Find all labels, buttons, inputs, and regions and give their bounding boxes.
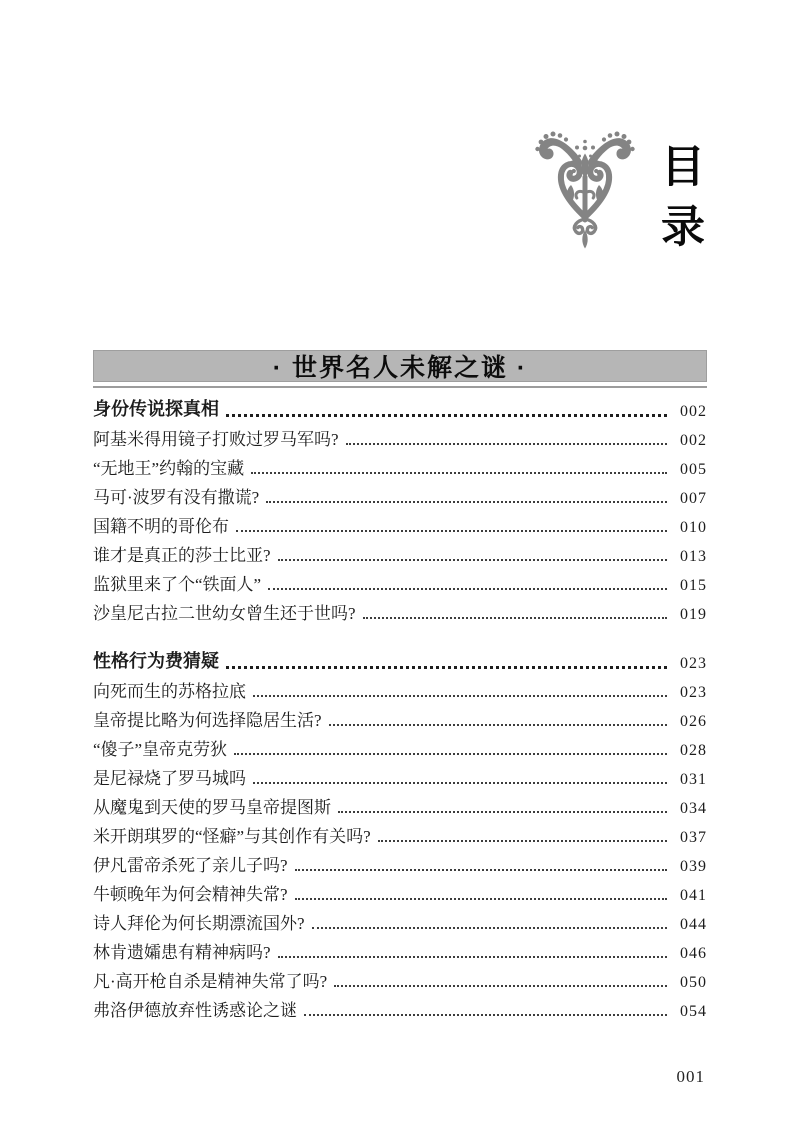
toc-entry bbox=[93, 792, 707, 821]
toc-entry bbox=[93, 569, 707, 598]
dot-leader bbox=[278, 559, 667, 561]
toc-entry bbox=[93, 763, 707, 792]
dot-leader bbox=[304, 1014, 667, 1016]
toc-entry-title: 林肯遗孀患有精神病吗? bbox=[93, 943, 271, 962]
dot-leader bbox=[312, 927, 667, 929]
toc-entry-title: 米开朗琪罗的“怪癖”与其创作有关吗? bbox=[93, 827, 371, 846]
toc-section-heading bbox=[93, 395, 707, 424]
toc-page-number: 010 bbox=[680, 519, 707, 536]
toc-entry bbox=[93, 598, 707, 627]
toc-entry-title: “傻子”皇帝克劳狄 bbox=[93, 740, 228, 759]
toc-list bbox=[93, 395, 707, 1024]
dot-leader bbox=[253, 695, 667, 697]
toc-entry bbox=[93, 453, 707, 482]
toc-heading-vertical: 目录 bbox=[654, 143, 703, 263]
dot-leader bbox=[236, 530, 667, 532]
toc-entry-title: 伊凡雷帝杀死了亲儿子吗? bbox=[93, 856, 288, 875]
toc-entry bbox=[93, 705, 707, 734]
dot-leader bbox=[251, 472, 667, 474]
toc-entry-title: 国籍不明的哥伦布 bbox=[93, 517, 229, 536]
toc-page-number: 054 bbox=[680, 1003, 707, 1020]
toc-entry-title: 皇帝提比略为何选择隐居生活? bbox=[93, 711, 322, 730]
dot-leader bbox=[253, 782, 667, 784]
chapter-band bbox=[93, 350, 707, 382]
toc-entry-title: 阿基米得用镜子打败过罗马军吗? bbox=[93, 430, 339, 449]
toc-page-number: 041 bbox=[680, 887, 707, 904]
toc-page-number: 034 bbox=[680, 800, 707, 817]
toc-page-number: 002 bbox=[680, 432, 707, 449]
toc-section-title: 性格行为费猜疑 bbox=[93, 651, 219, 671]
toc-entry bbox=[93, 908, 707, 937]
damask-flourish-icon bbox=[527, 130, 643, 250]
toc-entry-title: 诗人拜伦为何长期漂流国外? bbox=[93, 914, 305, 933]
folio-page-number: 001 bbox=[676, 1067, 705, 1086]
dot-leader bbox=[295, 898, 667, 900]
toc-section-heading bbox=[93, 647, 707, 676]
toc-entry-title: 马可·波罗有没有撒谎? bbox=[93, 488, 260, 507]
dot-leader bbox=[234, 753, 667, 755]
toc-entry-title: 凡·高开枪自杀是精神失常了吗? bbox=[93, 972, 328, 991]
toc-entry-title: 谁才是真正的莎士比亚? bbox=[93, 546, 271, 565]
toc-page-number: 039 bbox=[680, 858, 707, 875]
toc-page-number: 026 bbox=[680, 713, 707, 730]
toc-entry-title: 监狱里来了个“铁面人” bbox=[93, 575, 262, 594]
dot-leader bbox=[226, 666, 667, 669]
toc-entry-title: 从魔鬼到天使的罗马皇帝提图斯 bbox=[93, 798, 331, 817]
dot-leader bbox=[338, 811, 667, 813]
toc-page-number: 005 bbox=[680, 461, 707, 478]
toc-section-title: 身份传说探真相 bbox=[93, 399, 219, 419]
toc-page-number: 037 bbox=[680, 829, 707, 846]
toc-entry-title: 沙皇尼古拉二世幼女曾生还于世吗? bbox=[93, 604, 356, 623]
toc-page-number: 050 bbox=[680, 974, 707, 991]
toc-entry bbox=[93, 482, 707, 511]
toc-entry bbox=[93, 734, 707, 763]
toc-page-number: 023 bbox=[680, 655, 707, 672]
chapter-band-underline bbox=[93, 386, 707, 388]
dot-leader bbox=[295, 869, 667, 871]
toc-page-number: 019 bbox=[680, 606, 707, 623]
toc-page-number: 023 bbox=[680, 684, 707, 701]
toc-entry-title: 是尼禄烧了罗马城吗 bbox=[93, 769, 246, 788]
toc-entry bbox=[93, 850, 707, 879]
toc-page-number: 002 bbox=[680, 403, 707, 420]
toc-entry bbox=[93, 821, 707, 850]
toc-entry bbox=[93, 676, 707, 705]
chapter-band-title: · 世界名人未解之谜 · bbox=[272, 354, 528, 382]
dot-leader bbox=[268, 588, 667, 590]
toc-entry bbox=[93, 511, 707, 540]
dot-leader bbox=[334, 985, 667, 987]
toc-entry-title: 牛顿晚年为何会精神失常? bbox=[93, 885, 288, 904]
toc-page-number: 007 bbox=[680, 490, 707, 507]
toc-entry-title: “无地王”约翰的宝藏 bbox=[93, 459, 245, 478]
toc-page-number: 028 bbox=[680, 742, 707, 759]
toc-entry bbox=[93, 540, 707, 569]
toc-entry-title: 弗洛伊德放弃性诱惑论之谜 bbox=[93, 1001, 297, 1020]
dot-leader bbox=[329, 724, 667, 726]
toc-page-number: 044 bbox=[680, 916, 707, 933]
toc-page-number: 046 bbox=[680, 945, 707, 962]
toc-entry-title: 向死而生的苏格拉底 bbox=[93, 682, 246, 701]
dot-leader bbox=[363, 617, 667, 619]
toc-entry bbox=[93, 424, 707, 453]
toc-entry bbox=[93, 966, 707, 995]
dot-leader bbox=[278, 956, 667, 958]
dot-leader bbox=[378, 840, 667, 842]
toc-entry bbox=[93, 879, 707, 908]
toc-page-number: 015 bbox=[680, 577, 707, 594]
toc-page-number: 031 bbox=[680, 771, 707, 788]
dot-leader bbox=[266, 501, 667, 503]
toc-entry bbox=[93, 937, 707, 966]
toc-page-number: 013 bbox=[680, 548, 707, 565]
dot-leader bbox=[346, 443, 667, 445]
toc-entry bbox=[93, 995, 707, 1024]
dot-leader bbox=[226, 414, 667, 417]
